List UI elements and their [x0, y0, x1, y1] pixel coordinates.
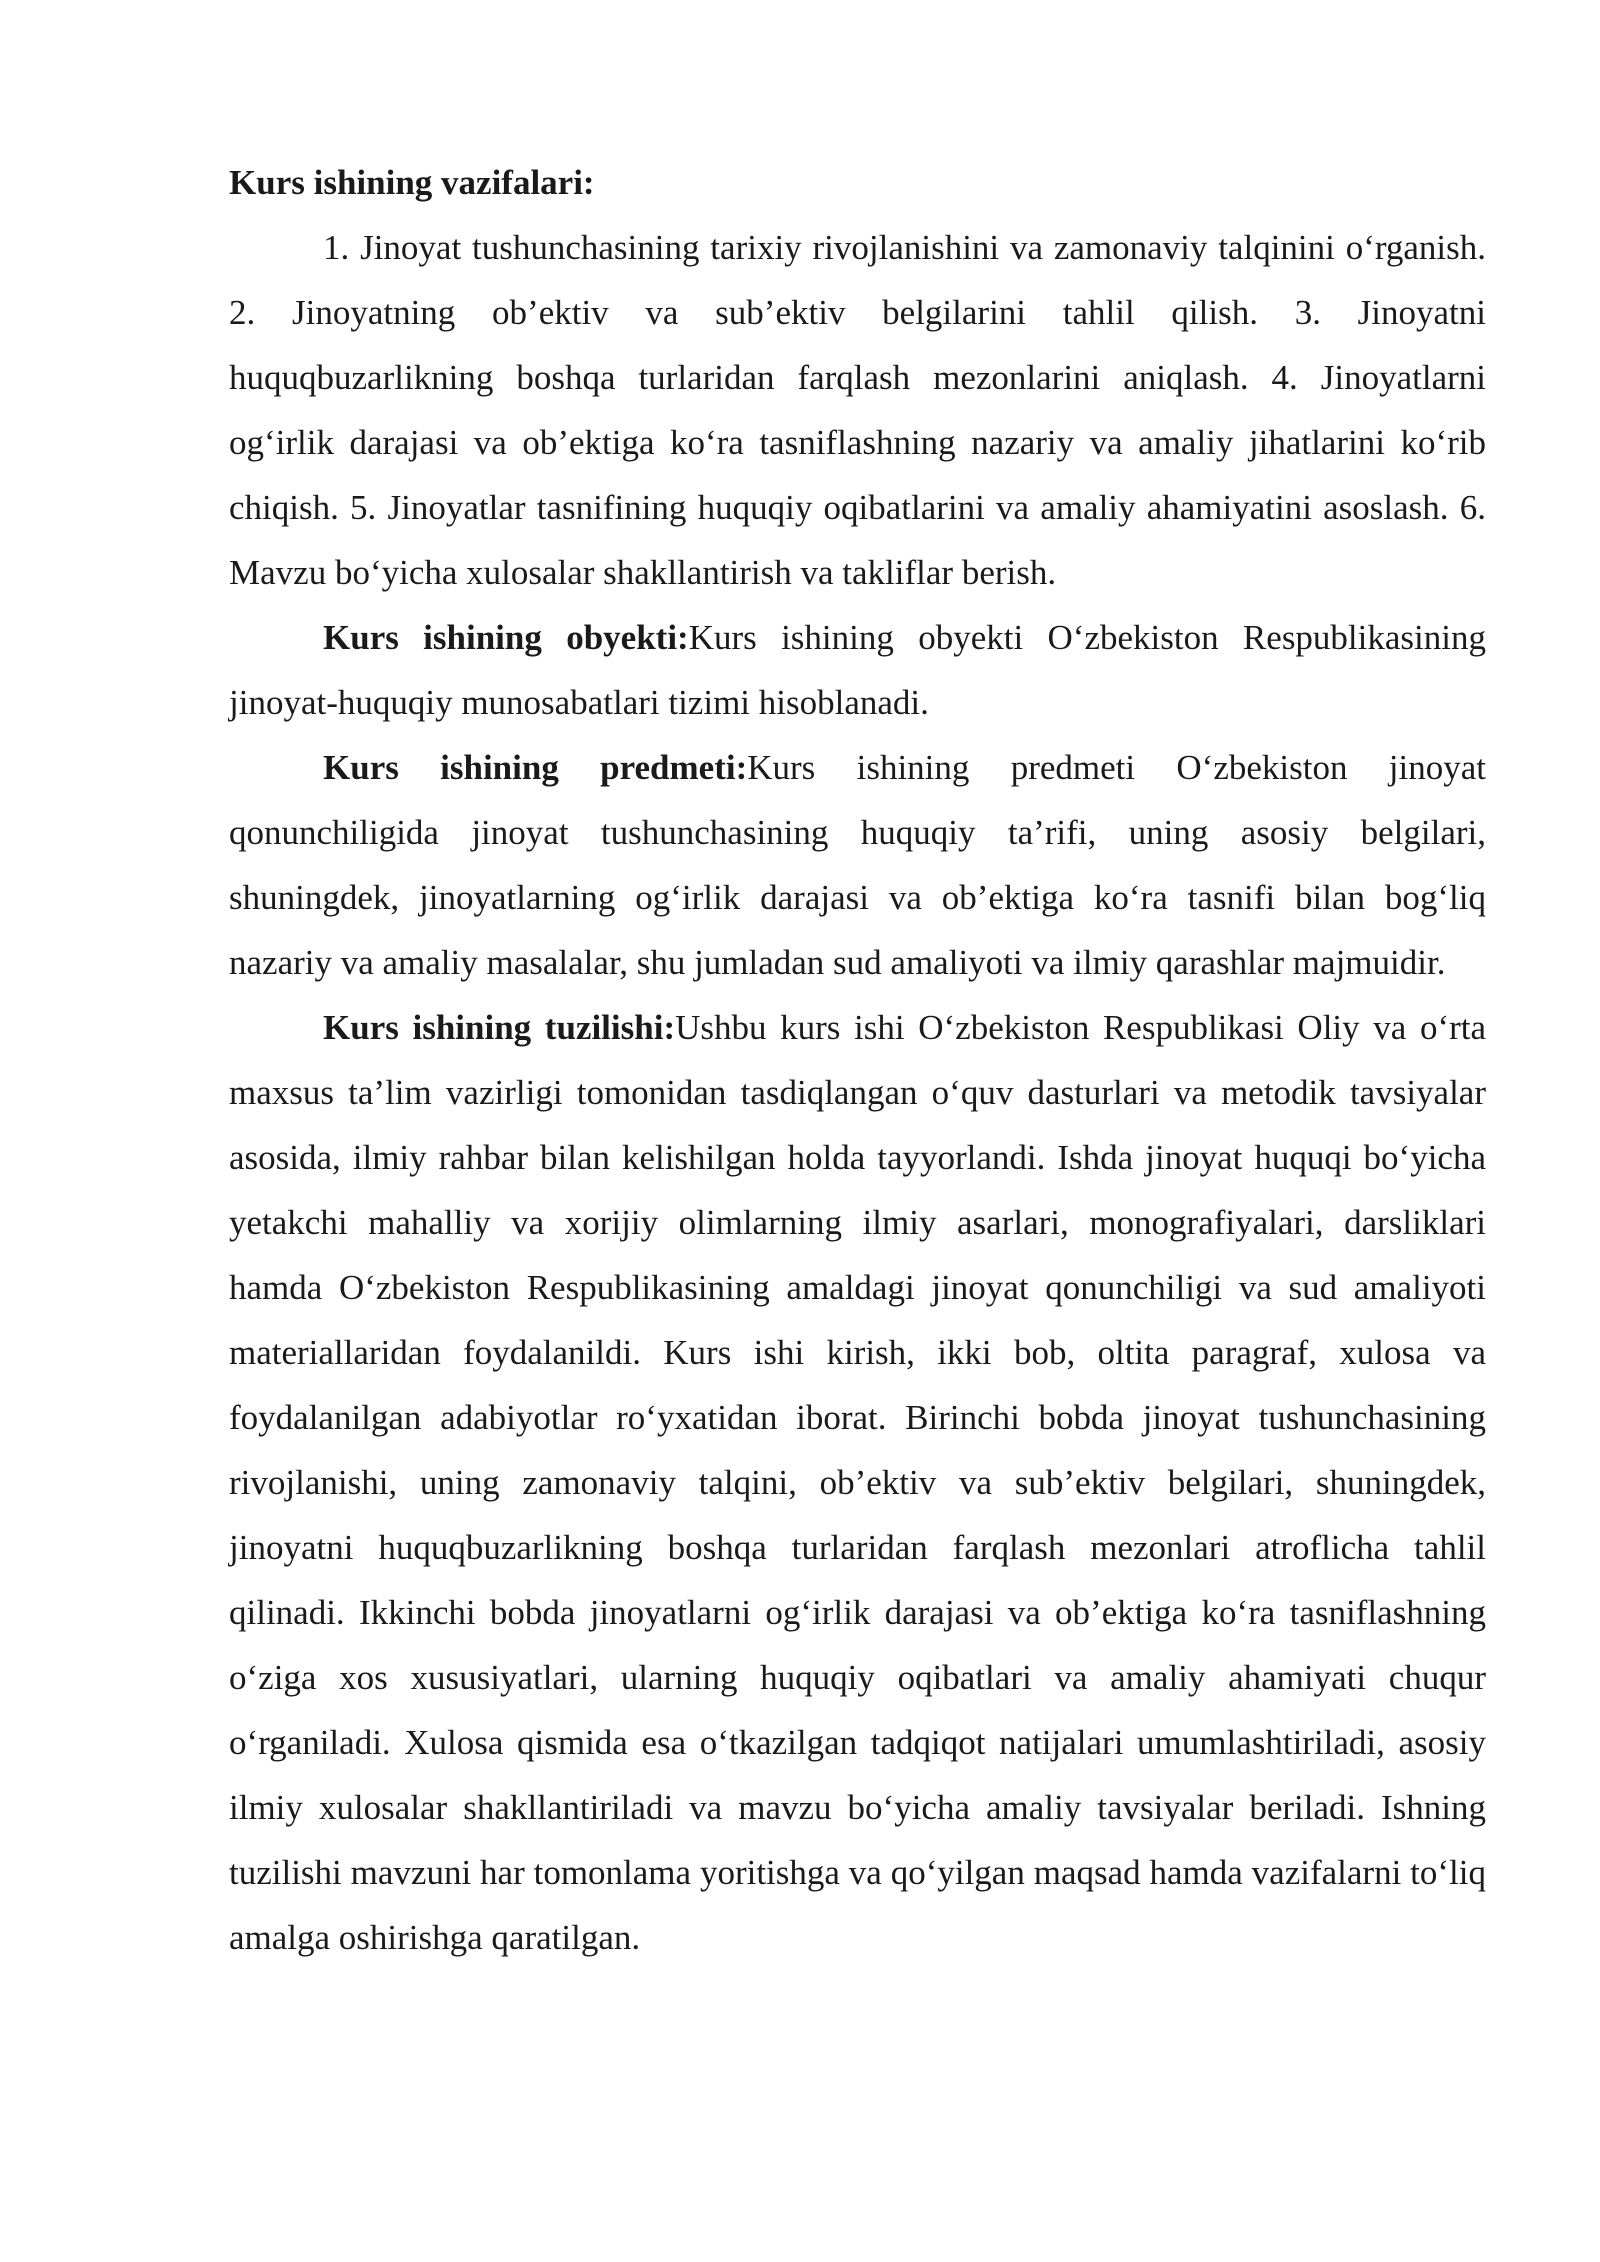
object-text: Kurs ishining obyekti O‘zbekiston Respublikasining jinoyat-huquqiy munosabatlari tizimi hisoblanadi.	[229, 618, 1486, 722]
document-page	[229, 150, 1486, 1970]
tasks-paragraph: 1. Jinoyat tushunchasining tarixiy rivojlanishini va zamonaviy talqinini o‘rganish. 2. Jinoyatning ob’ektiv va sub’ektiv belgilarini tahlil qilish. 3. Jinoyatni huquqbuzarlikning boshqa turlaridan farqlash mezonlarini aniqlash. 4. Jinoyatlarni og‘irlik darajasi va ob’ektiga ko‘ra tasniflashning nazariy va amaliy jihatlarini ko‘rib chiqish. 5. Jinoyatlar tasnifining huquqiy oqibatlarini va amaliy ahamiyatini asoslash. 6. Mavzu bo‘yicha xulosalar shakllantirish va takliflar berish.	[229, 228, 1486, 592]
object-label: Kurs ishining obyekti:	[323, 618, 689, 657]
tasks-heading: Kurs ishining vazifalari:	[229, 163, 595, 202]
structure-paragraph	[229, 995, 1486, 1970]
object-paragraph	[229, 605, 1486, 735]
structure-text: Ushbu kurs ishi O‘zbekiston Respublikasi Oliy va o‘rta maxsus ta’lim vazirligi tomonidan tasdiqlangan o‘quv dasturlari va metodik tavsiyalar asosida, ilmiy rahbar bilan kelishilgan holda tayyorlandi. Ishda jinoyat huquqi bo‘yicha yetakchi mahalliy va xorijiy olimlarning ilmiy asarlari, monografiyalari, darsliklari hamda O‘zbekiston Respublikasining amaldagi jinoyat qonunchiligi va sud amaliyoti materiallaridan foydalanildi. Kurs ishi kirish, ikki bob, oltita paragraf, xulosa va foydalanilgan adabiyotlar ro‘yxatidan iborat. Birinchi bobda jinoyat tushunchasining rivojlanishi, uning zamonaviy talqini, ob’ektiv va sub’ektiv belgilari, shuningdek, jinoyatni huquqbuzarlikning boshqa turlaridan farqlash mezonlari atroflicha tahlil qilinadi. Ikkinchi bobda jinoyatlarni og‘irlik darajasi va ob’ektiga ko‘ra tasniflashning o‘ziga xos xususiyatlari, ularning huquqiy oqibatlari va amaliy ahamiyati chuqur o‘rganiladi. Xulosa qismida esa o‘tkazilgan tadqiqot natijalari umumlashtiriladi, asosiy ilmiy xulosalar shakllantiriladi va mavzu bo‘yicha amaliy tavsiyalar beriladi. Ishning tuzilishi mavzuni har tomonlama yoritishga va qo‘yilgan maqsad hamda vazifalarni to‘liq amalga oshirishga qaratilgan.	[229, 1008, 1487, 1957]
subject-label: Kurs ishining predmeti:	[323, 748, 748, 787]
subject-paragraph	[229, 735, 1486, 995]
structure-label: Kurs ishining tuzilishi:	[323, 1008, 676, 1047]
subject-text: Kurs ishining predmeti O‘zbekiston jinoyat qonunchiligida jinoyat tushunchasining huquqiy ta’rifi, uning asosiy belgilari, shuningdek, jinoyatlarning og‘irlik darajasi va ob’ektiga ko‘ra tasnifi bilan bog‘liq nazariy va amaliy masalalar, shu jumladan sud amaliyoti va ilmiy qarashlar majmuidir.	[229, 748, 1486, 982]
